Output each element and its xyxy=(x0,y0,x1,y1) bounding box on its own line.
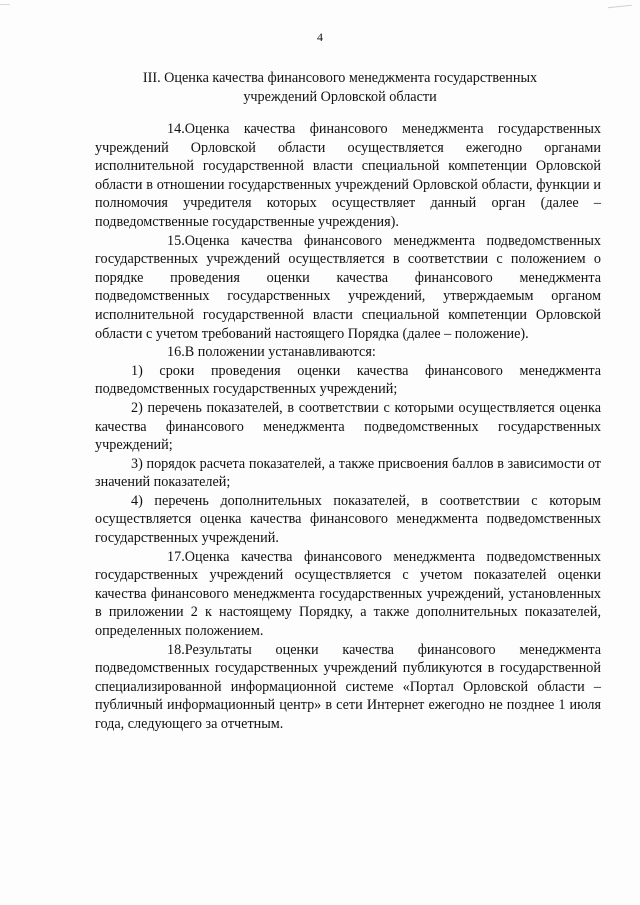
paragraph-18 xyxy=(95,641,601,734)
list-item: 3) порядок расчета показателей, а также присвоения баллов в зависимости от значений показателей; xyxy=(95,455,601,491)
page-number: 4 xyxy=(317,30,323,44)
paragraph-number: 14. xyxy=(167,121,185,137)
scan-artifact-left xyxy=(0,4,10,8)
paragraph-number: 17. xyxy=(167,548,185,565)
list-item: 2) перечень показателей, в соответствии с которыми осуществляется оценка качества финансового менеджмента подведомственных государственных учреждений; xyxy=(95,399,601,454)
paragraph-text: Результаты оценки качества финансового менеджмента подведомственных государственных учреждений публикуются в государственной специализированной информационной системе «Портал Орловской области – публичный информационный центр» в сети Интернет ежегодно не позднее 1 июля года, следующего за отчетным. xyxy=(95,641,601,732)
paragraph-number: 18. xyxy=(167,641,185,658)
paragraph-15 xyxy=(95,232,601,344)
document-body xyxy=(95,120,601,734)
paragraph-text: В положении устанавливаются: xyxy=(184,344,376,361)
scan-artifact-right xyxy=(608,5,633,14)
paragraph-16 xyxy=(95,343,601,362)
paragraph-number: 15. xyxy=(167,232,185,249)
paragraph-14 xyxy=(95,120,601,232)
section-title-line-1: III. Оценка качества финансового менеджмента государственных xyxy=(142,70,538,86)
paragraph-text: Оценка качества финансового менеджмента подведомственных государственных учреждений осуществляется в соответствии с положением о порядке проведения оценки качества финансового менеджмента подведомственных государственных учреждений, утверждаемым органом исполнительной государственной власти специальной компетенции Орловской области с учетом требований настоящего Порядка (далее – положение). xyxy=(95,232,601,342)
list-item: 4) перечень дополнительных показателей, в соответствии с которым осуществляется оценка качества финансового менеджмента подведомственных государственных учреждений. xyxy=(95,492,601,547)
paragraph-text: Оценка качества финансового менеджмента государственных учреждений Орловской области осуществляется ежегодно органами исполнительной государственной власти специальной компетенции Орловской области в отношении государственных учреждений Орловской области, функции и полномочия учредителя которых осуществляет данный орган (далее – подведомственные государственные учреждения). xyxy=(95,121,601,230)
paragraph-number: 16. xyxy=(167,344,185,361)
section-title xyxy=(120,69,560,107)
paragraph-text: Оценка качества финансового менеджмента подведомственных государственных учреждений осуществляется с учетом показателей оценки качества финансового менеджмента государственных учреждений, установленных в приложении 2 к настоящему Порядку, а также дополнительных показателей, определенных положением. xyxy=(95,548,601,640)
list-item: 1) сроки проведения оценки качества финансового менеджмента подведомственных государственных учреждений; xyxy=(95,362,601,398)
section-title-line-2: учреждений Орловской области xyxy=(243,89,437,105)
paragraph-17 xyxy=(95,548,601,641)
